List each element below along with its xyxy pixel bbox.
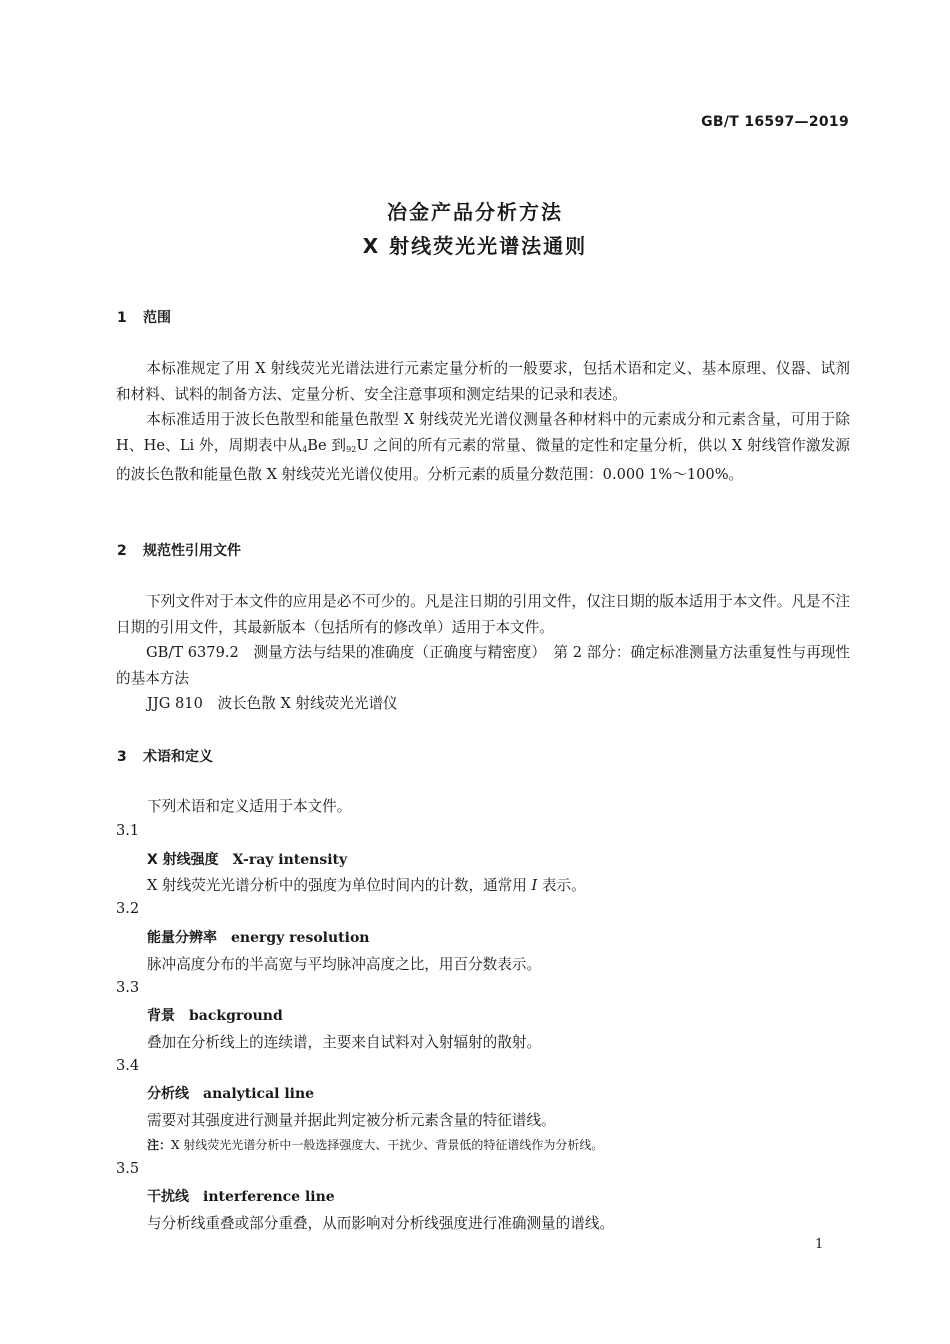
definition-energy-resolution: 脉冲高度分布的半高宽与平均脉冲高度之比，用百分数表示。 xyxy=(147,956,542,973)
paragraph-text: 下列文件对于本文件的应用是必不可少的。凡是注日期的引用文件，仅注日期的版本适用于本文件。凡是不注日期的引用文件，其最新版本（包括所有的修改单）适用于本文件。 xyxy=(116,593,850,636)
clause-number-3-1: 3.1 xyxy=(116,822,140,839)
term-en: analytical line xyxy=(203,1086,315,1102)
section-title: 术语和定义 xyxy=(143,749,213,765)
paragraph-text: 本标准适用于波长色散型和能量色散型 X 射线荧光光谱仪测量各种材料中的元素成分和元素含量，可用于除 H、He、Li 外，周期表中从 xyxy=(116,411,850,454)
definition-background: 叠加在分析线上的连续谱，主要来自试料对入射辐射的散射。 xyxy=(147,1034,542,1051)
definition-x-ray-intensity xyxy=(147,874,586,895)
section-number: 2 xyxy=(117,543,127,559)
section-1-paragraph-2 xyxy=(116,407,850,488)
definition-text: 表示。 xyxy=(537,877,586,894)
paragraph-text: 本标准规定了用 X 射线荧光光谱法进行元素定量分析的一般要求，包括术语和定义、基本原理、仪器、试剂和材料、试料的制备方法、定量分析、安全注意事项和测定结果的记录和表述。 xyxy=(116,360,850,403)
term-interference-line xyxy=(147,1186,335,1206)
term-background xyxy=(147,1005,283,1025)
section-2-paragraph-1 xyxy=(116,589,850,640)
section-1-paragraph-1 xyxy=(116,356,850,407)
term-en: X-ray intensity xyxy=(232,852,348,868)
terms-intro: 下列术语和定义适用于本文件。 xyxy=(147,798,352,815)
atomic-number-u: 92 xyxy=(346,444,357,454)
term-zh: 分析线 xyxy=(147,1086,189,1102)
note-text: X 射线荧光光谱分析中一般选择强度大、干扰少、背景低的特征谱线作为分析线。 xyxy=(171,1138,604,1152)
section-title: 规范性引用文件 xyxy=(143,543,241,559)
note-label: 注： xyxy=(147,1138,172,1152)
paragraph-text: Be 到 xyxy=(307,436,347,454)
atomic-number-be: 4 xyxy=(302,444,308,454)
definition-interference-line: 与分析线重叠或部分重叠，从而影响对分析线强度进行准确测量的谱线。 xyxy=(147,1215,615,1232)
term-en: interference line xyxy=(203,1189,335,1205)
term-analytical-line xyxy=(147,1083,314,1103)
reference-2: JJG 810 波长色散 X 射线荧光光谱仪 xyxy=(147,695,398,712)
standard-number: GB/T 16597—2019 xyxy=(701,114,849,130)
term-zh: X 射线强度 xyxy=(147,852,219,868)
title-line-2: X 射线荧光光谱法通则 xyxy=(362,234,588,258)
clause-number-3-5: 3.5 xyxy=(116,1160,140,1177)
term-zh: 背景 xyxy=(147,1008,175,1024)
paragraph-text: U 之间的所有元素的常量、微量的定性和定量分析，供以 X 射线管作激发源的波长色散和能量色散 X 射线荧光光谱仪使用。分析元素的质量分数范围：0.000 1%～100%。 xyxy=(116,436,851,483)
title-line-1: 冶金产品分析方法 xyxy=(387,200,563,224)
section-number: 3 xyxy=(117,749,127,765)
clause-number-3-4: 3.4 xyxy=(116,1057,140,1074)
note-analytical-line xyxy=(147,1136,603,1153)
page-number: 1 xyxy=(815,1237,824,1252)
reference-1 xyxy=(116,640,850,691)
section-number: 1 xyxy=(117,310,127,326)
term-x-ray-intensity xyxy=(147,849,347,869)
term-zh: 能量分辨率 xyxy=(147,930,217,946)
section-title: 范围 xyxy=(143,310,171,326)
definition-analytical-line: 需要对其强度进行测量并据此判定被分析元素含量的特征谱线。 xyxy=(147,1112,556,1129)
clause-number-3-3: 3.3 xyxy=(116,979,140,996)
term-en: energy resolution xyxy=(231,930,370,946)
section-3-heading xyxy=(117,746,213,766)
symbol-i: I xyxy=(531,877,538,894)
term-zh: 干扰线 xyxy=(147,1189,189,1205)
term-en: background xyxy=(189,1008,283,1024)
definition-text: X 射线荧光光谱分析中的强度为单位时间内的计数，通常用 xyxy=(147,877,532,894)
section-2-heading xyxy=(117,540,241,560)
section-1-heading xyxy=(117,307,171,327)
clause-number-3-2: 3.2 xyxy=(116,900,140,917)
reference-text: GB/T 6379.2 测量方法与结果的准确度（正确度与精密度） 第 2 部分：确定标准测量方法重复性与再现性的基本方法 xyxy=(116,644,850,687)
term-energy-resolution xyxy=(147,927,369,947)
